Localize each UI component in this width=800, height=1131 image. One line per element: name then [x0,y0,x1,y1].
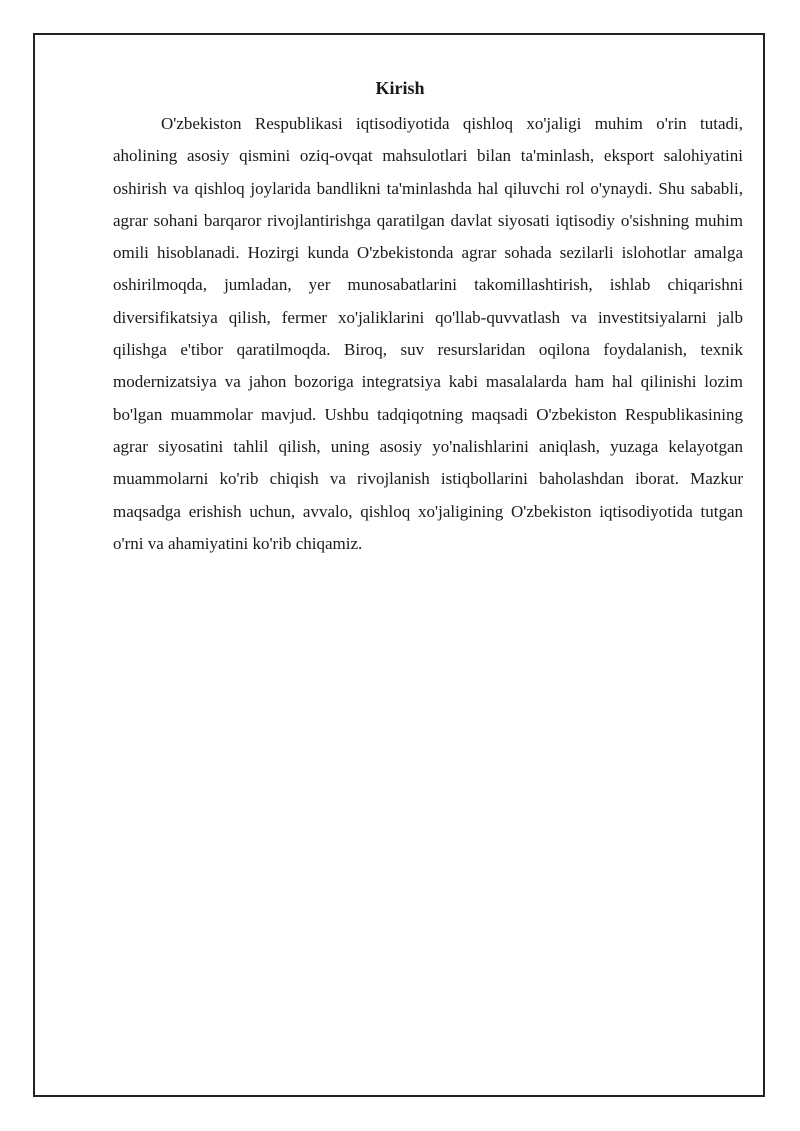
section-heading: Kirish [375,78,425,98]
intro-paragraph: O'zbekiston Respublikasi iqtisodiyotida qishloq xo'jaligi muhim o'rin tutadi, aholining asosiy qismini oziq-ovqat mahsulotlari bilan ta'minlash, eksport salohiyatini oshirish va qishloq joylarida bandlikni ta'minlashda hal qiluvchi rol o'ynaydi. Shu sababli, agrar sohani barqaror rivojlantirishga qaratilgan davlat siyosati iqtisodiy o'sishning muhim omili hisoblanadi. Hozirgi kunda O'zbekistonda agrar sohada sezilarli islohotlar amalga oshirilmoqda, jumladan, yer munosabatlarini takomillashtirish, ishlab chiqarishni diversifikatsiya qilish, fermer xo'jaliklarini qo'llab-quvvatlash va investitsiyalarni jalb qilishga e'tibor qaratilmoqda. Biroq, suv resurslaridan oqilona foydalanish, texnik modernizatsiya va jahon bozoriga integratsiya kabi masalalarda ham hal qilinishi lozim bo'lgan muammolar mavjud. Ushbu tadqiqotning maqsadi O'zbekiston Respublikasining agrar siyosatini tahlil qilish, uning asosiy yo'nalishlarini aniqlash, yuzaga kelayotgan muammolarni ko'rib chiqish va rivojlanish istiqbollarini baholashdan iborat. Mazkur maqsadga erishish uchun, avvalo, qishloq xo'jaligining O'zbekiston iqtisodiyotida tutgan o'rni va ahamiyatini ko'rib chiqamiz. [113,114,743,553]
